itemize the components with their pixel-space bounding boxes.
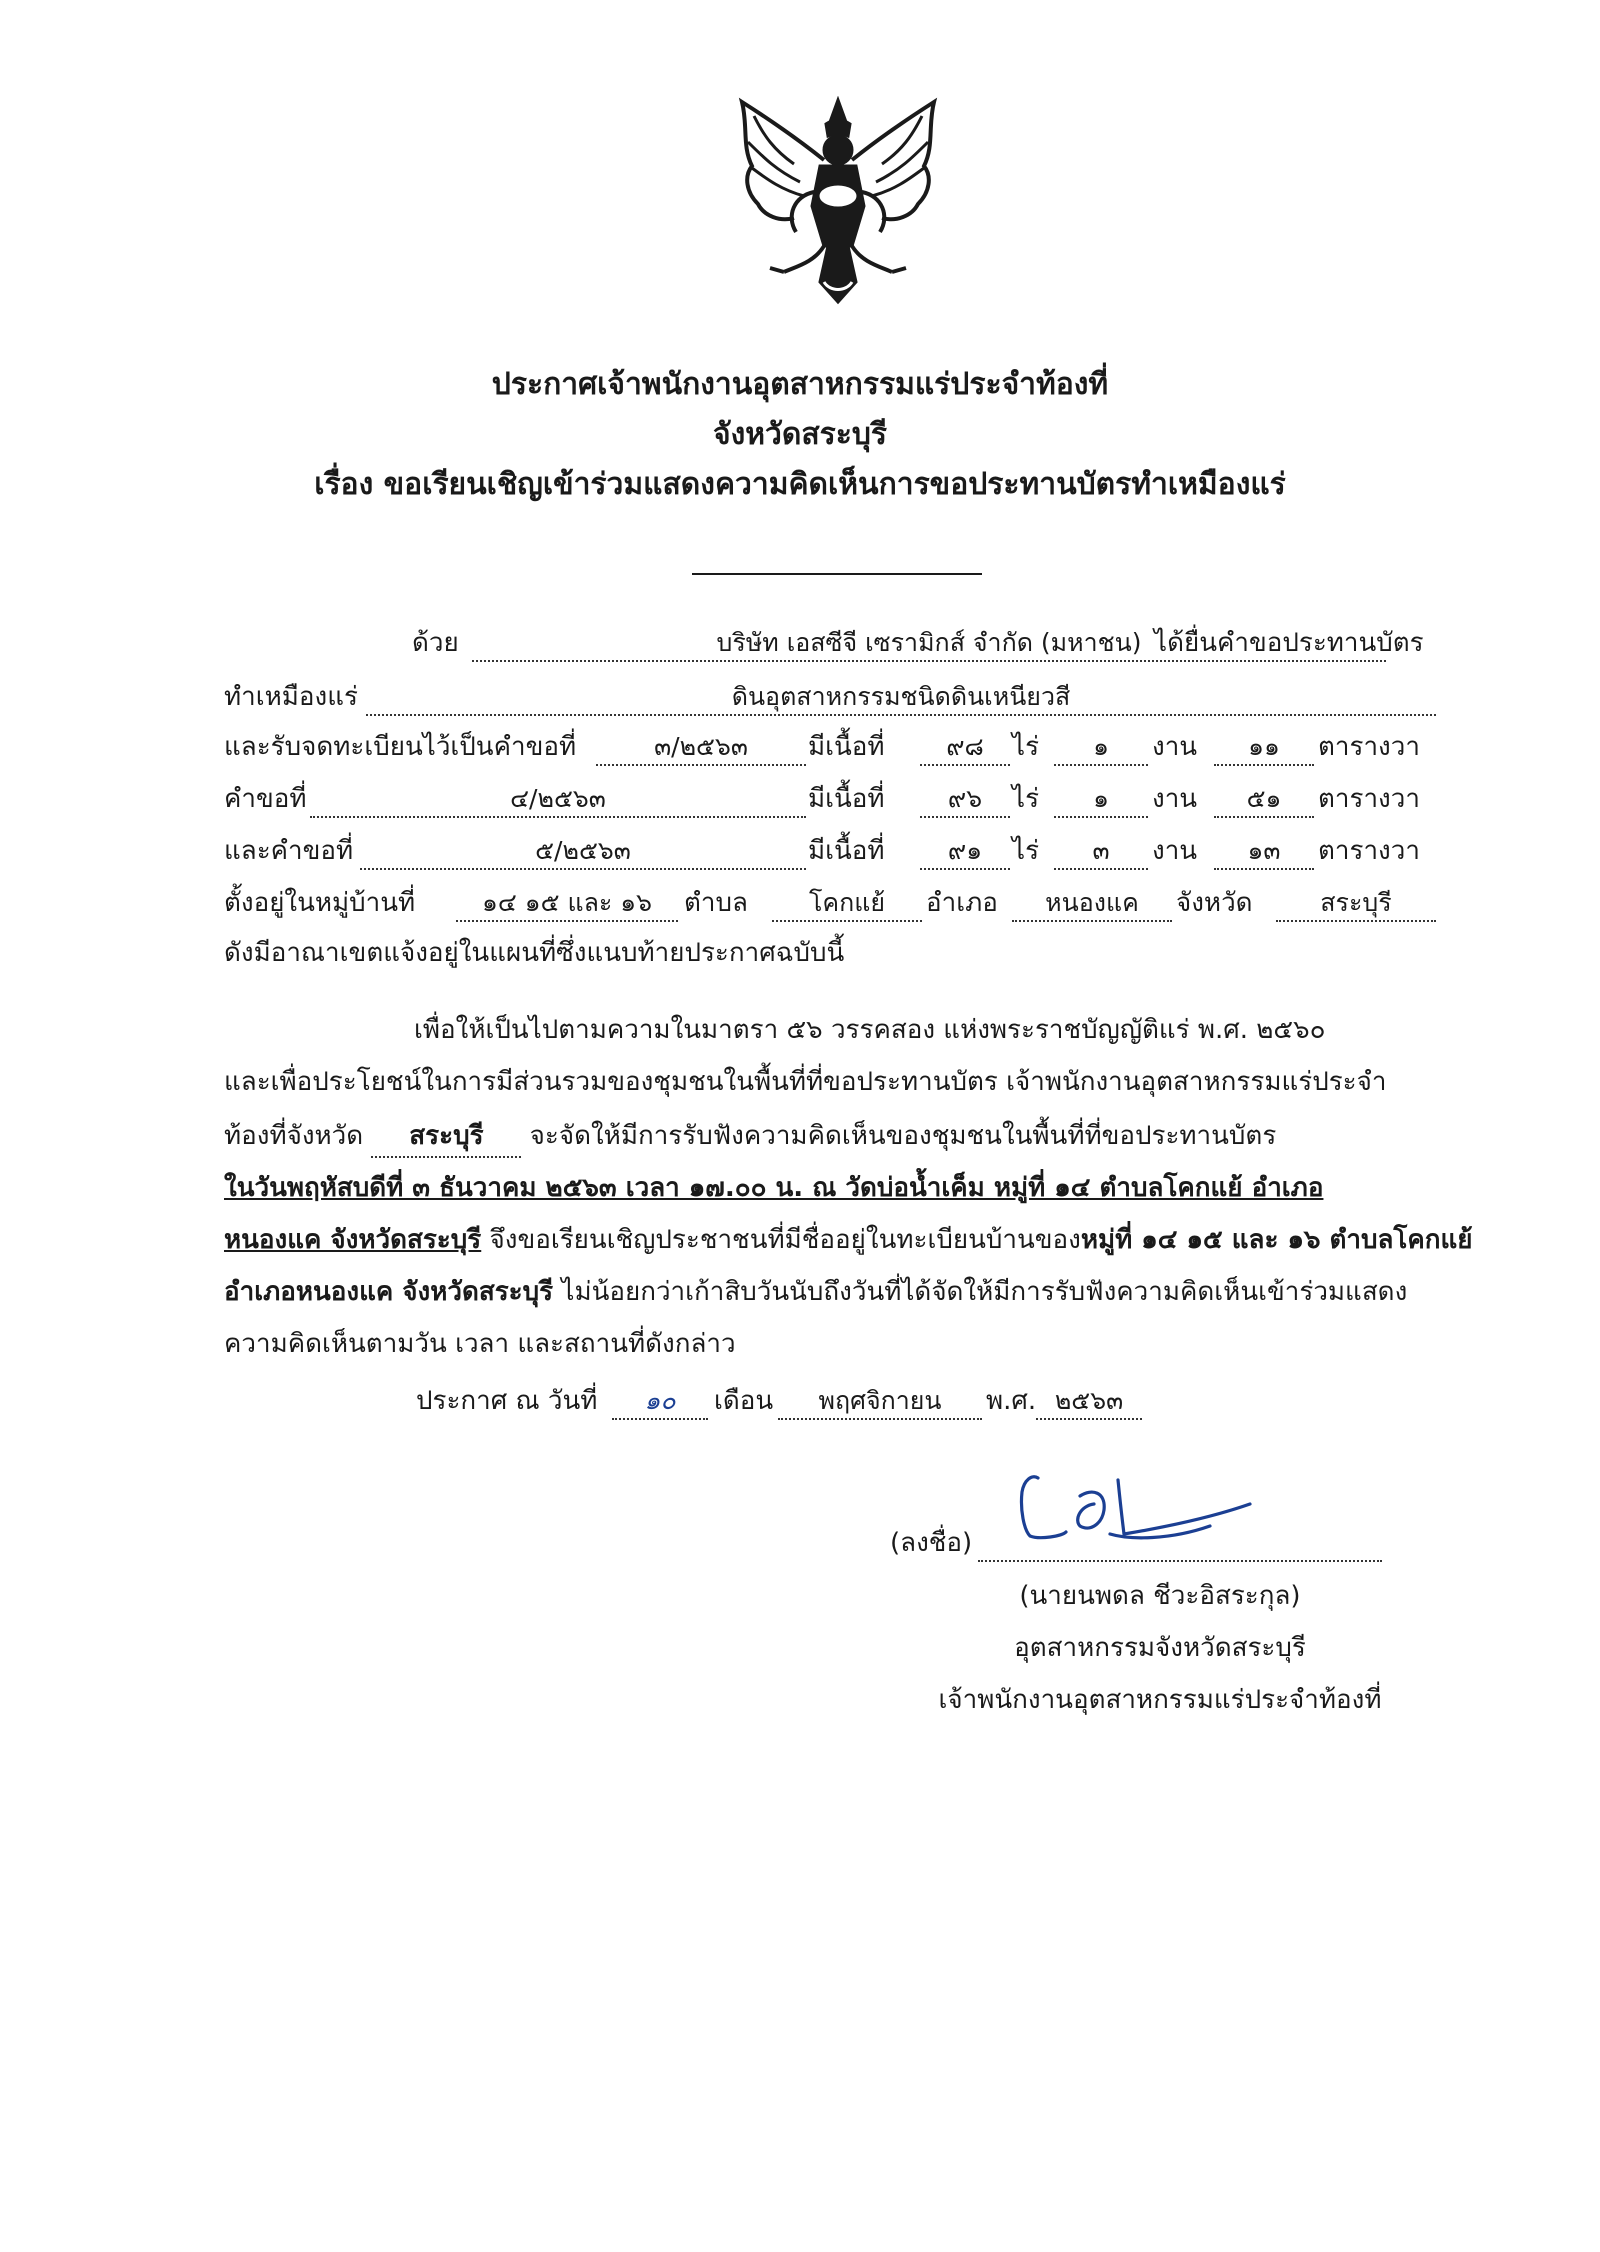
announce-month: พฤศจิกายน	[818, 1386, 942, 1415]
wa-label: ตารางวา	[1318, 732, 1420, 762]
form-line-request-1	[224, 722, 1436, 772]
village-label: ตั้งอยู่ในหมู่บ้านที่	[224, 888, 416, 918]
area-label: มีเนื้อที่	[808, 784, 885, 814]
mineral-field	[366, 672, 1436, 716]
request2-label: คำขอที่	[224, 784, 307, 814]
form-line-request-3	[224, 826, 1436, 876]
body-province-field	[371, 1116, 521, 1158]
title-divider	[692, 573, 982, 575]
wa-label: ตารางวา	[1318, 784, 1420, 814]
body-line-6-district: อำเภอหนองแค จังหวัดสระบุรี	[224, 1277, 554, 1307]
body-line-3-end: จะจัดให้มีการรับฟังความคิดเห็นของชุมชนในพื้นที่ที่ขอประทานบัตร	[529, 1121, 1277, 1151]
announce-month-field	[778, 1376, 982, 1420]
announce-day-field	[612, 1376, 708, 1420]
year-label: พ.ศ.	[986, 1386, 1037, 1416]
district-value: หนองแค	[1045, 888, 1139, 917]
announce-day: ๑๐	[644, 1386, 676, 1415]
request3-rai-field	[920, 826, 1010, 870]
body-line-5-villages: หมู่ที่ ๑๔ ๑๕ และ ๑๖ ตำบลโคกแย้	[1080, 1225, 1473, 1255]
body-line-3-start: ท้องที่จังหวัด	[224, 1121, 364, 1151]
province-value: สระบุรี	[1320, 888, 1392, 917]
announce-label: ประกาศ ณ วันที่	[416, 1386, 598, 1416]
request3-no-field	[360, 826, 806, 870]
mine-label: ทำเหมืองแร่	[224, 682, 358, 712]
header-title: ประกาศเจ้าพนักงานอุตสาหกรรมแร่ประจำท้องที่	[491, 367, 1109, 402]
rai-label: ไร่	[1012, 836, 1040, 866]
request1-wa: ๑๑	[1248, 732, 1280, 761]
signatory-name: (นายนพดล ชีวะอิสระกุล)	[1019, 1581, 1301, 1611]
announcement-header	[0, 360, 1600, 510]
request1-ngan-field	[1054, 722, 1148, 766]
district-label: อำเภอ	[926, 888, 998, 918]
district-field	[1012, 878, 1172, 922]
request1-rai: ๙๘	[946, 732, 984, 761]
request1-no: ๓/๒๕๖๓	[654, 732, 748, 761]
village-field	[456, 878, 678, 922]
body-line-6	[224, 1266, 1407, 1318]
announce-date-line	[416, 1376, 1216, 1426]
request3-no: ๕/๒๕๖๓	[535, 836, 631, 865]
body-line-1: เพื่อให้เป็นไปตามความในมาตรา ๕๖ วรรคสอง แห่งพระราชบัญญัติแร่ พ.ศ. ๒๕๖๐	[414, 1015, 1326, 1045]
area-label: มีเนื้อที่	[808, 836, 885, 866]
subdistrict-label: ตำบล	[684, 888, 748, 918]
announce-year: ๒๕๖๓	[1054, 1386, 1124, 1415]
rai-label: ไร่	[1012, 784, 1040, 814]
sign-label: (ลงชื่อ)	[890, 1528, 973, 1558]
announce-year-field	[1036, 1376, 1142, 1420]
subdistrict-field	[772, 878, 922, 922]
signatory-position-1: อุตสาหกรรมจังหวัดสระบุรี	[1014, 1633, 1306, 1663]
body-province: สระบุรี	[409, 1121, 484, 1151]
garuda-emblem-icon	[724, 96, 952, 306]
request2-rai-field	[920, 774, 1010, 818]
form-line-request-2	[224, 774, 1436, 824]
signatory-position-2: เจ้าพนักงานอุตสาหกรรมแร่ประจำท้องที่	[938, 1685, 1382, 1715]
month-label: เดือน	[714, 1386, 774, 1416]
request2-ngan: ๑	[1093, 784, 1109, 813]
province-label: จังหวัด	[1176, 888, 1253, 918]
province-field	[1276, 878, 1436, 922]
filed-label: ได้ยื่นคำขอประทานบัตร	[1154, 628, 1424, 658]
request3-rai: ๙๑	[947, 836, 983, 865]
by-label: ด้วย	[412, 628, 459, 658]
request3-label: และคำขอที่	[224, 836, 354, 866]
request2-ngan-field	[1054, 774, 1148, 818]
form-line-location	[224, 878, 1436, 928]
ngan-label: งาน	[1152, 784, 1198, 814]
form-line-company-tail	[224, 618, 1436, 668]
body-line-5	[224, 1214, 1473, 1266]
request2-no-field	[310, 774, 806, 818]
handwritten-signature	[1010, 1460, 1260, 1550]
request3-wa-field	[1214, 826, 1314, 870]
village-value: ๑๔ ๑๕ และ ๑๖	[481, 888, 653, 917]
body-line-5-location: หนองแค จังหวัดสระบุรี	[224, 1225, 482, 1255]
request3-wa: ๑๓	[1247, 836, 1281, 865]
rai-label: ไร่	[1012, 732, 1040, 762]
ngan-label: งาน	[1152, 836, 1198, 866]
signatory-block	[890, 1570, 1430, 1726]
wa-label: ตารางวา	[1318, 836, 1420, 866]
subdistrict-value: โคกแย้	[808, 888, 886, 917]
company-name: บริษัท เอสซีจี เซรามิกส์ จำกัด (มหาชน)	[716, 628, 1142, 657]
request1-no-field	[596, 722, 806, 766]
request2-wa-field	[1214, 774, 1314, 818]
header-province: จังหวัดสระบุรี	[712, 417, 888, 452]
request1-ngan: ๑	[1093, 732, 1109, 761]
request2-wa: ๕๑	[1246, 784, 1282, 813]
body-line-7: ความคิดเห็นตามวัน เวลา และสถานที่ดังกล่าว	[224, 1329, 736, 1359]
form-line-mineral	[224, 672, 1436, 722]
request1-rai-field	[920, 722, 1010, 766]
boundary-line	[224, 928, 1436, 978]
body-line-4-meeting: ในวันพฤหัสบดีที่ ๓ ธันวาคม ๒๕๖๓ เวลา ๑๗.๐๐ น. ณ วัดบ่อน้ำเค็ม หมู่ที่ ๑๔ ตำบลโคกแย้ อำเภอ	[224, 1173, 1324, 1203]
request1-wa-field	[1214, 722, 1314, 766]
area-label: มีเนื้อที่	[808, 732, 885, 762]
ngan-label: งาน	[1152, 732, 1198, 762]
request3-ngan-field	[1054, 826, 1148, 870]
body-line-2: และเพื่อประโยชน์ในการมีส่วนรวมของชุมชนในพื้นที่ที่ขอประทานบัตร เจ้าพนักงานอุตสาหกรรมแร่ประจำ	[224, 1067, 1387, 1097]
header-subject: เรื่อง ขอเรียนเชิญเข้าร่วมแสดงความคิดเห็นการขอประทานบัตรทำเหมืองแร่	[314, 467, 1286, 502]
request2-rai: ๙๖	[947, 784, 983, 813]
boundary-text: ดังมีอาณาเขตแจ้งอยู่ในแผนที่ซึ่งแนบท้ายประกาศฉบับนี้	[224, 938, 845, 968]
request3-ngan: ๓	[1092, 836, 1110, 865]
request2-no: ๔/๒๕๖๓	[510, 784, 606, 813]
request1-label: และรับจดทะเบียนไว้เป็นคำขอที่	[224, 732, 577, 762]
mineral-name: ดินอุตสาหกรรมชนิดดินเหนียวสี	[731, 682, 1071, 711]
body-line-3	[224, 1110, 1276, 1162]
body-line-5-text: จึงขอเรียนเชิญประชาชนที่มีชื่ออยู่ในทะเบียนบ้านของ	[481, 1225, 1081, 1255]
body-line-6-text: ไม่น้อยกว่าเก้าสิบวันนับถึงวันที่ได้จัดให้มีการรับฟังความคิดเห็นเข้าร่วมแสดง	[553, 1277, 1408, 1307]
